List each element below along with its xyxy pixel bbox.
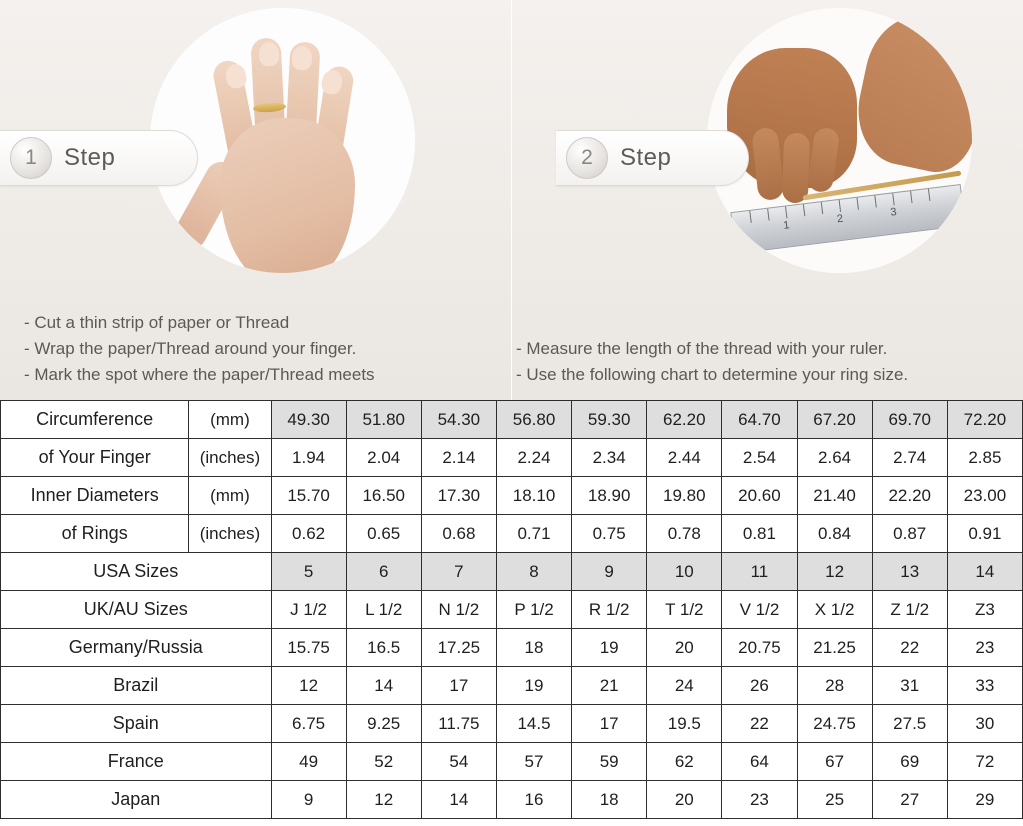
fingernail-shape: [291, 45, 312, 70]
cell: 11: [722, 553, 797, 591]
cell: 26: [722, 667, 797, 705]
cell: 69: [872, 743, 947, 781]
step-2-bullet-1: - Measure the length of the thread with your ruler.: [516, 339, 888, 358]
row-label-japan: Japan: [1, 781, 272, 819]
cell: 0.75: [572, 515, 647, 553]
cell: 22: [722, 705, 797, 743]
row-label-inner-diameter-2: of Rings: [1, 515, 189, 553]
row-label-circumference: Circumference: [1, 401, 189, 439]
cell: 20.75: [722, 629, 797, 667]
table-row: [1, 439, 1023, 477]
palm-shape: [220, 118, 355, 273]
cell: 49.30: [271, 401, 346, 439]
cell: 62: [647, 743, 722, 781]
cell: 2.74: [872, 439, 947, 477]
table-row: [1, 667, 1023, 705]
cell: R 1/2: [572, 591, 647, 629]
cell: V 1/2: [722, 591, 797, 629]
ring-size-chart: [0, 400, 1023, 819]
cell: L 1/2: [346, 591, 421, 629]
cell: 21.40: [797, 477, 872, 515]
cell: 18.10: [496, 477, 571, 515]
cell: 0.87: [872, 515, 947, 553]
step-1-bullet-3: - Mark the spot where the paper/Thread meets: [24, 365, 375, 384]
cell: P 1/2: [496, 591, 571, 629]
table-row: [1, 629, 1023, 667]
cell: 54.30: [421, 401, 496, 439]
cell: 11.75: [421, 705, 496, 743]
row-label-spain: Spain: [1, 705, 272, 743]
cell: 17.30: [421, 477, 496, 515]
ruler-measuring-thread-photo: [707, 8, 972, 273]
cell: 0.62: [271, 515, 346, 553]
cell: 64: [722, 743, 797, 781]
cell: 59.30: [572, 401, 647, 439]
row-label-uk-au-sizes: UK/AU Sizes: [1, 591, 272, 629]
cell: 72: [947, 743, 1022, 781]
cell: 14.5: [496, 705, 571, 743]
cell: 0.91: [947, 515, 1022, 553]
cell: 54: [421, 743, 496, 781]
cell: 19: [572, 629, 647, 667]
cell: 2.14: [421, 439, 496, 477]
cell: 0.65: [346, 515, 421, 553]
cell: 9: [271, 781, 346, 819]
table-row: [1, 515, 1023, 553]
cell: 6.75: [271, 705, 346, 743]
cell: 33: [947, 667, 1022, 705]
cell: 27: [872, 781, 947, 819]
table-row: [1, 705, 1023, 743]
cell: J 1/2: [271, 591, 346, 629]
cell: 2.44: [647, 439, 722, 477]
cell: 21: [572, 667, 647, 705]
cell: 17: [421, 667, 496, 705]
cell: 20: [647, 781, 722, 819]
cell: T 1/2: [647, 591, 722, 629]
cell: 0.84: [797, 515, 872, 553]
cell: 2.24: [496, 439, 571, 477]
cell: 23.00: [947, 477, 1022, 515]
step-2-instructions: [516, 336, 1011, 388]
cell: 67.20: [797, 401, 872, 439]
step-1-label: Step: [64, 144, 116, 171]
steps-section: [0, 0, 1023, 400]
step-1-bullet-2: - Wrap the paper/Thread around your finger.: [24, 339, 357, 358]
cell: 16.50: [346, 477, 421, 515]
cell: 2.04: [346, 439, 421, 477]
cell: 16.5: [346, 629, 421, 667]
step-1-badge: [0, 130, 198, 186]
cell: 24: [647, 667, 722, 705]
cell: 8: [496, 553, 571, 591]
cell: 20.60: [722, 477, 797, 515]
cell: 1.94: [271, 439, 346, 477]
cell: 2.64: [797, 439, 872, 477]
step-1-panel: [0, 0, 511, 400]
row-unit-inches: (inches): [189, 439, 271, 477]
cell: 21.25: [797, 629, 872, 667]
cell: 14: [947, 553, 1022, 591]
row-label-circumference-2: of Your Finger: [1, 439, 189, 477]
ruler-number-1: 1: [782, 219, 791, 232]
cell: 30: [947, 705, 1022, 743]
cell: 14: [346, 667, 421, 705]
row-unit-mm-2: (mm): [189, 477, 271, 515]
cell: 15.75: [271, 629, 346, 667]
cell: 12: [797, 553, 872, 591]
cell: 20: [647, 629, 722, 667]
cell: 49: [271, 743, 346, 781]
cell: 12: [271, 667, 346, 705]
cell: 27.5: [872, 705, 947, 743]
cell: 28: [797, 667, 872, 705]
row-unit-mm: (mm): [189, 401, 271, 439]
cell: 0.81: [722, 515, 797, 553]
cell: 69.70: [872, 401, 947, 439]
step-1-bullet-1: - Cut a thin strip of paper or Thread: [24, 313, 290, 332]
cell: 2.34: [572, 439, 647, 477]
row-label-usa-sizes: USA Sizes: [1, 553, 272, 591]
cell: 56.80: [496, 401, 571, 439]
row-label-germany-russia: Germany/Russia: [1, 629, 272, 667]
cell: 2.54: [722, 439, 797, 477]
cell: 14: [421, 781, 496, 819]
cell: 5: [271, 553, 346, 591]
finger-shape: [782, 133, 810, 204]
cell: 10: [647, 553, 722, 591]
cell: 0.71: [496, 515, 571, 553]
table-row: [1, 743, 1023, 781]
table-row: [1, 553, 1023, 591]
cell: 17: [572, 705, 647, 743]
cell: 18.90: [572, 477, 647, 515]
cell: 0.68: [421, 515, 496, 553]
cell: 22.20: [872, 477, 947, 515]
ruler-number-2: 2: [836, 212, 844, 226]
row-label-inner-diameter: Inner Diameters: [1, 477, 189, 515]
cell: 62.20: [647, 401, 722, 439]
fingernail-shape: [258, 41, 279, 66]
cell: 16: [496, 781, 571, 819]
step-2-badge: [556, 130, 749, 186]
cell: 18: [496, 629, 571, 667]
table-row: [1, 401, 1023, 439]
cell: 25: [797, 781, 872, 819]
cell: Z3: [947, 591, 1022, 629]
cell: 19: [496, 667, 571, 705]
cell: 51.80: [346, 401, 421, 439]
step-1-instructions: [24, 310, 494, 388]
table-row: [1, 591, 1023, 629]
row-label-brazil: Brazil: [1, 667, 272, 705]
cell: 31: [872, 667, 947, 705]
cell: 23: [722, 781, 797, 819]
cell: 7: [421, 553, 496, 591]
cell: 6: [346, 553, 421, 591]
step-2-number: 2: [566, 137, 608, 179]
cell: 17.25: [421, 629, 496, 667]
cell: Z 1/2: [872, 591, 947, 629]
cell: X 1/2: [797, 591, 872, 629]
cell: 19.5: [647, 705, 722, 743]
cell: 72.20: [947, 401, 1022, 439]
cell: 64.70: [722, 401, 797, 439]
cell: 13: [872, 553, 947, 591]
cell: 52: [346, 743, 421, 781]
cell: 57: [496, 743, 571, 781]
cell: 19.80: [647, 477, 722, 515]
cell: 59: [572, 743, 647, 781]
step-2-bullet-2: - Use the following chart to determine your ring size.: [516, 365, 909, 384]
table-row: [1, 781, 1023, 819]
ruler-number-3: 3: [889, 206, 898, 219]
cell: 2.85: [947, 439, 1022, 477]
step-2-label: Step: [620, 144, 672, 171]
row-unit-inches-2: (inches): [189, 515, 271, 553]
cell: 9.25: [346, 705, 421, 743]
step-1-number: 1: [10, 137, 52, 179]
table-row: [1, 477, 1023, 515]
cell: 23: [947, 629, 1022, 667]
cell: 0.78: [647, 515, 722, 553]
cell: N 1/2: [421, 591, 496, 629]
cell: 15.70: [271, 477, 346, 515]
row-label-france: France: [1, 743, 272, 781]
cell: 12: [346, 781, 421, 819]
cell: 9: [572, 553, 647, 591]
cell: 29: [947, 781, 1022, 819]
cell: 18: [572, 781, 647, 819]
cell: 22: [872, 629, 947, 667]
cell: 24.75: [797, 705, 872, 743]
cell: 67: [797, 743, 872, 781]
